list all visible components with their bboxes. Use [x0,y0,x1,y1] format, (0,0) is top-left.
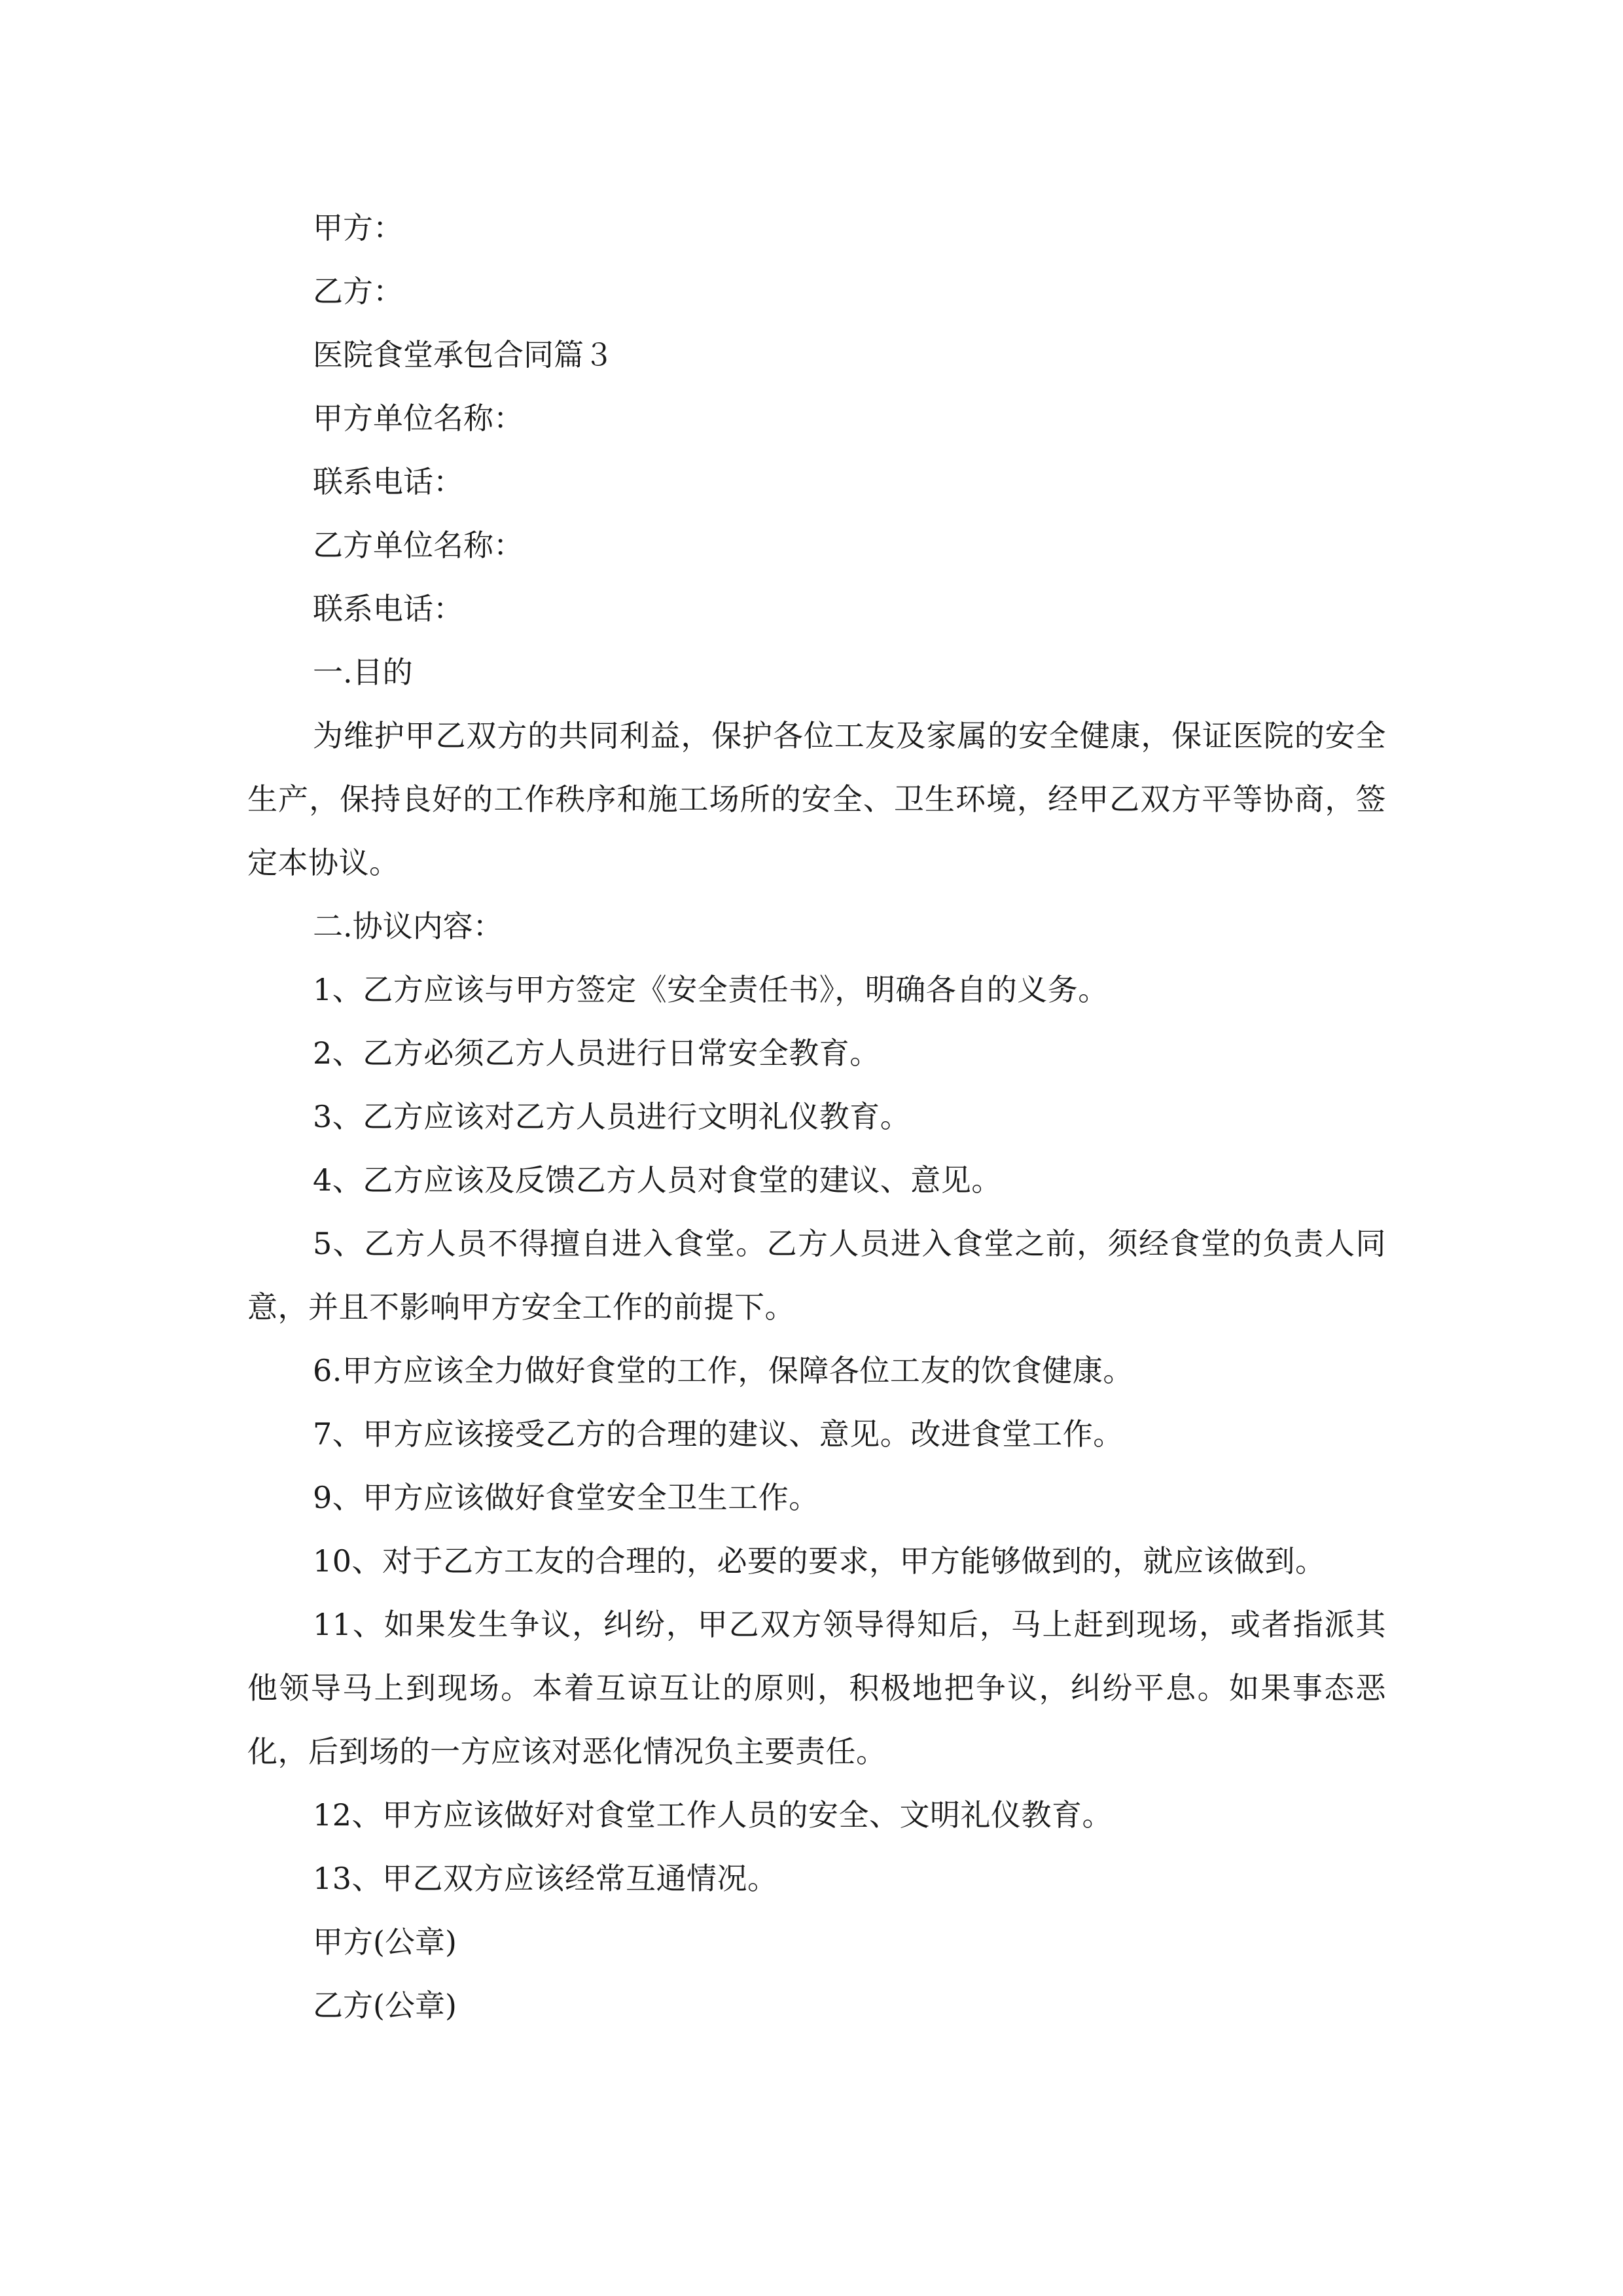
clause-item: 12、甲方应该做好对食堂工作人员的安全、文明礼仪教育。 [313,1797,1113,1833]
party-a-label: 甲方： [313,210,403,245]
section-heading-content: 二.协议内容： [313,908,503,944]
clause-item: 1、乙方应该与甲方签定《安全责任书》，明确各自的义务。 [313,972,1109,1007]
party-b-label: 乙方： [313,274,403,309]
clause-item: 4、乙方应该及反馈乙方人员对食堂的建议、意见。 [313,1162,1002,1198]
document-body [247,196,1386,2037]
clause-item: 6.甲方应该全力做好食堂的工作，保障各位工友的饮食健康。 [313,1353,1133,1388]
clause-item: 10、对于乙方工友的合理的，必要的要求，甲方能够做到的，就应该做到。 [313,1543,1326,1579]
party-a-phone-label: 联系电话： [313,464,463,499]
party-a-unit-label: 甲方单位名称： [313,401,524,436]
section-heading-purpose: 一.目的 [313,655,413,690]
clause-item: 2、乙方必须乙方人员进行日常安全教育。 [313,1035,880,1071]
clause-item: 11、如果发生争议，纠纷，甲乙双方领导得知后，马上赶到现场，或者指派其他领导马上到现场。本着互谅互让的原则，积极地把争议，纠纷平息。如果事态恶化，后到场的一方应该对恶化情况负主要责任。 [247,1607,1386,1769]
clause-item: 9、甲方应该做好食堂安全卫生工作。 [313,1480,819,1515]
party-b-seal: 乙方(公章) [313,1988,457,2023]
document-title: 医院食堂承包合同篇３ [313,337,614,372]
clause-item: 7、甲方应该接受乙方的合理的建议、意见。改进食堂工作。 [313,1416,1124,1452]
purpose-paragraph: 为维护甲乙双方的共同利益，保护各位工友及家属的安全健康，保证医院的安全生产，保持良好的工作秩序和施工场所的安全、卫生环境，经甲乙双方平等协商，签定本协议。 [247,718,1386,880]
clause-item: 13、甲乙双方应该经常互通情况。 [313,1861,778,1896]
party-a-seal: 甲方(公章) [313,1924,457,1960]
party-b-unit-label: 乙方单位名称： [313,528,524,563]
clause-item: 3、乙方应该对乙方人员进行文明礼仪教育。 [313,1099,911,1134]
party-b-phone-label: 联系电话： [313,591,463,626]
clause-item: 5、乙方人员不得擅自进入食堂。乙方人员进入食堂之前，须经食堂的负责人同意，并且不影响甲方安全工作的前提下。 [247,1226,1386,1325]
